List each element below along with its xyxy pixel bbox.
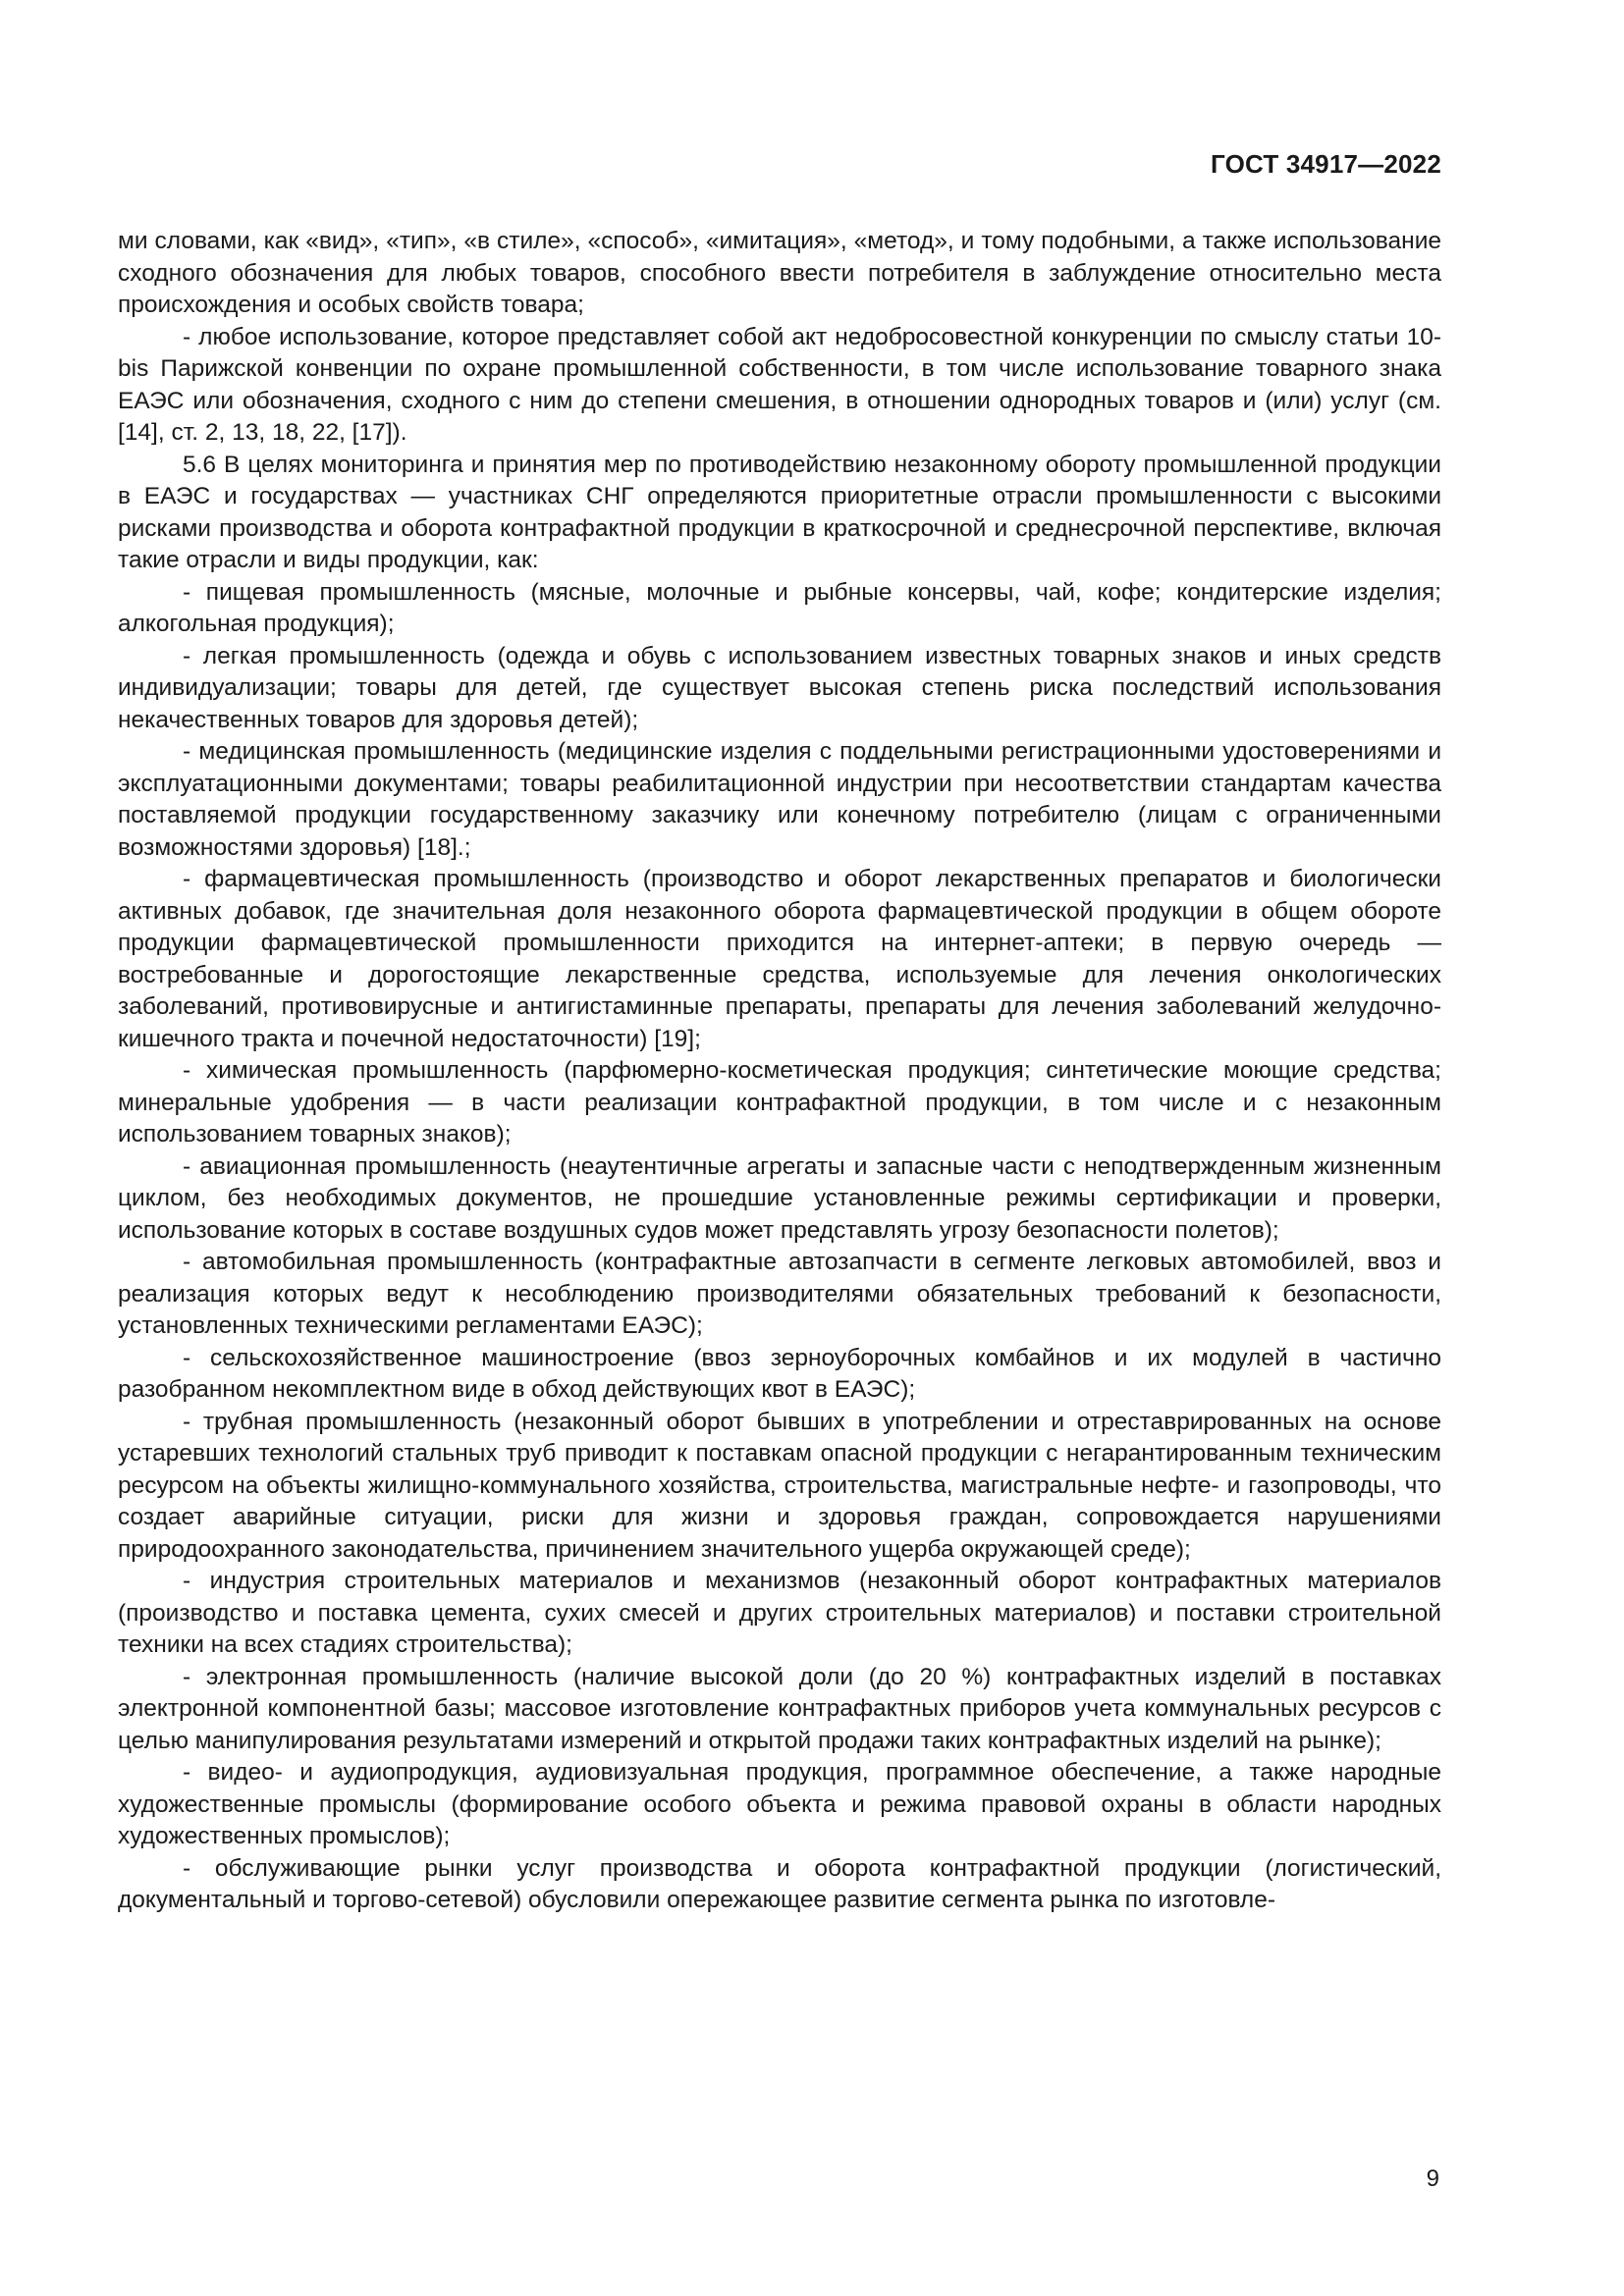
list-item-service-markets: - обслуживающие рынки услуг производства и оборота контрафактной продукции (логистический, документальный и торгово-сетевой) обусловили опережающее развитие сегмента рынка по изготовле- [118, 1854, 1441, 1913]
page-number: 9 [1426, 2165, 1439, 2192]
list-item-video-audio-software: - видео- и аудиопродукция, аудиовизуальная продукция, программное обеспечение, а также народные художественные промыслы (формирование особого объекта и режима правовой охраны в области народных художественных промыслов); [118, 1759, 1441, 1849]
list-item-construction-materials: - индустрия строительных материалов и механизмов (незаконный оборот контрафактных материалов (производство и поставка цемента, сухих смесей и других строительных материалов) и поставки строительной техники на всех стадиях строительства); [118, 1568, 1441, 1658]
list-item-pipe-industry: - трубная промышленность (незаконный оборот бывших в употреблении и отреставрированных на основе устаревших технологий стальных труб приводит к поставкам опасной продукции с негарантированным техническим ресурсом на объекты жилищно-коммунального хозяйства, строительства, магистральные нефте- и газопроводы, что создает аварийные ситуации, риски для жизни и здоровья граждан, сопровождается нарушениями природоохранного законодательства, причинением значительного ущерба окружающей среде); [118, 1408, 1441, 1563]
list-item-agricultural-machinery: - сельскохозяйственное машиностроение (ввоз зерноуборочных комбайнов и их модулей в частично разобранном некомплектном виде в обход действующих квот в ЕАЭС); [118, 1344, 1441, 1403]
list-item-light-industry: - легкая промышленность (одежда и обувь с использованием известных товарных знаков и иных средств индивидуализации; товары для детей, где существует высокая степень риска последствий использования некачественных товаров для здоровья детей); [118, 642, 1441, 733]
document-code: ГОСТ 34917—2022 [1211, 149, 1441, 179]
list-item-electronics-industry: - электронная промышленность (наличие высокой доли (до 20 %) контрафактных изделий в поставках электронной компонентной базы; массовое изготовление контрафактных приборов учета коммунальных ресурсов с целью манипулирования результатами измерений и открытой продажи таких контрафактных изделий на рынке); [118, 1663, 1441, 1754]
page-body [118, 226, 1441, 1917]
list-item-medical-industry: - медицинская промышленность (медицинские изделия с поддельными регистрационными удостоверениями и эксплуатационными документами; товары реабилитационной индустрии при несоответствии стандартам качества поставляемой продукции государственному заказчику или конечному потребителю (лицам с ограниченными возможностями здоровья) [18].; [118, 738, 1441, 861]
list-item-automotive-industry: - автомобильная промышленность (контрафактные автозапчасти в сегменте легковых автомобилей, ввоз и реализация которых ведут к несоблюдению производителями обязательных требований к безопасности, установленных техническими регламентами ЕАЭС); [118, 1249, 1441, 1339]
clause-5-6: 5.6 В целях мониторинга и принятия мер по противодействию незаконному обороту промышленной продукции в ЕАЭС и государствах — участниках СНГ определяются приоритетные отрасли промышленности с высокими рисками производства и оборота контрафактной продукции в краткосрочной и среднесрочной перспективе, включая такие отрасли и виды продукции, как: [118, 451, 1441, 573]
list-item-aviation-industry: - авиационная промышленность (неаутентичные агрегаты и запасные части с неподтвержденным жизненным циклом, без необходимых документов, не прошедшие установленные режимы сертификации и проверки, использование которых в составе воздушных судов может представлять угрозу безопасности полетов); [118, 1152, 1441, 1244]
list-item-chemical-industry: - химическая промышленность (парфюмерно-косметическая продукция; синтетические моющие средства; минеральные удобрения — в части реализации контрафактной продукции, в том числе и с незаконным использованием товарных знаков); [118, 1057, 1441, 1148]
list-item-pharmaceutical-industry: - фармацевтическая промышленность (производство и оборот лекарственных препаратов и биологически активных добавок, где значительная доля незаконного оборота фармацевтической продукции в общем обороте продукции фармацевтической промышленности приходится на интернет-аптеки; в первую очередь — востребованные и дорогостоящие лекарственные средства, используемые для лечения онкологических заболеваний, противовирусные и антигистаминные препараты, препараты для лечения заболеваний желудочно-кишечного тракта и почечной недостаточности) [19]; [118, 866, 1441, 1052]
list-item-unfair-competition: - любое использование, которое представляет собой акт недобросовестной конкуренции по смыслу статьи 10-bis Парижской конвенции по охране промышленной собственности, в том числе использование товарного знака ЕАЭС или обозначения, сходного с ним до степени смешения, в отношении однородных товаров и (или) услуг (см. [14], ст. 2, 13, 18, 22, [17]). [118, 323, 1441, 446]
list-item-food-industry: - пищевая промышленность (мясные, молочные и рыбные консервы, чай, кофе; кондитерские изделия; алкогольная продукция); [118, 578, 1441, 637]
paragraph-continuation: ми словами, как «вид», «тип», «в стиле», «способ», «имитация», «метод», и тому подобными, а также использование сходного обозначения для любых товаров, способного ввести потребителя в заблуждение относительно места происхождения и особых свойств товара; [118, 228, 1441, 318]
